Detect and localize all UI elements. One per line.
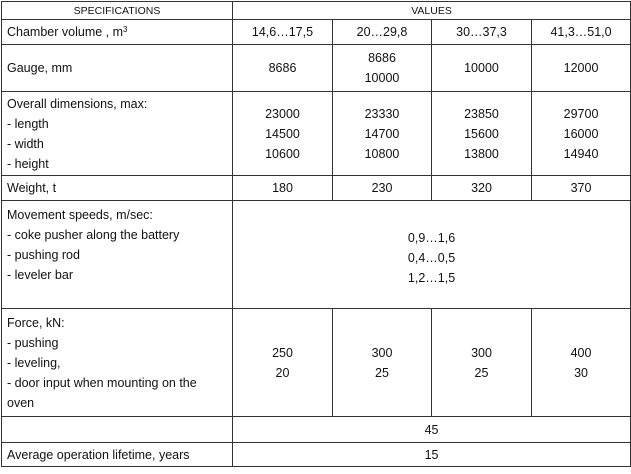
gauge-value-4: 12000 [532,45,631,92]
dimensions-height-label: - height [7,156,49,171]
leveler-bar-speed: 1,2…1,5 [407,270,456,285]
length-value: 23000 [265,106,300,121]
weight-value-4: 370 [532,176,631,201]
lifetime-value: 15 [233,443,631,467]
pushing-force-value: 300 [371,345,393,360]
dimensions-row [2,92,631,176]
height-value: 10800 [364,146,400,161]
width-value: 16000 [563,126,599,141]
dimensions-value-3 [432,92,532,176]
coke-pusher-speed: 0,9…1,6 [407,230,456,245]
force-title: Force, kN: [7,315,65,330]
chamber-volume-row [2,20,631,45]
length-value: 23330 [364,106,400,121]
force-value-3 [432,309,532,417]
dimensions-title: Overall dimensions, max: [7,96,148,111]
gauge-value-2 [333,45,432,92]
weight-value-3: 320 [432,176,532,201]
gauge-value-2-line-2: 10000 [364,71,400,85]
extra-value: 45 [233,417,631,443]
weight-label: Weight, t [2,176,233,201]
header-row [2,2,631,20]
gauge-row [2,45,631,92]
force-door-input-label: - door input when mounting on the [7,375,197,390]
pushing-force-value: 300 [471,345,492,360]
chamber-volume-value-4: 41,3…51,0 [532,20,631,45]
dimensions-value-2 [333,92,432,176]
length-value: 23850 [464,106,499,121]
force-row [2,309,631,417]
extra-row [2,417,631,443]
chamber-volume-value-3: 30…37,3 [432,20,532,45]
force-pushing-label: - pushing [7,335,59,350]
length-value: 29700 [563,106,599,121]
chamber-volume-label: Chamber volume , $m^3$ [2,20,233,45]
gauge-label: Gauge, mm [2,45,233,92]
lifetime-row [2,443,631,467]
leveling-force-value: 25 [474,365,489,380]
leveling-force-value: 30 [574,365,588,380]
weight-row [2,176,631,201]
weight-value-1: 180 [233,176,333,201]
height-value: 10600 [265,146,300,161]
cubic-superscript: 3 [123,25,128,34]
weight-value-2: 230 [333,176,432,201]
speeds-leveler-bar-label: - leveler bar [7,268,73,282]
force-value-4 [532,309,631,417]
speeds-title: Movement speeds, m/sec: [7,208,153,222]
speeds-row [2,201,631,309]
gauge-value-1: 8686 [233,45,333,92]
values-header: VALUES [233,2,631,20]
lifetime-label: Average operation lifetime, years [2,443,233,467]
force-door-input-label-cont: oven [7,395,35,410]
chamber-volume-value-1: 14,6…17,5 [233,20,333,45]
dimensions-value-4 [532,92,631,176]
dimensions-value-1 [233,92,333,176]
gauge-value-2-line-1: 8686 [368,51,396,65]
leveling-force-value: 20 [275,365,290,380]
speeds-label [2,201,233,309]
gauge-value-3: 10000 [432,45,532,92]
pushing-force-value: 250 [272,345,293,360]
force-leveling-label: - leveling, [7,355,61,370]
chamber-volume-value-2: 20…29,8 [333,20,432,45]
speeds-pushing-rod-label: - pushing rod [7,248,80,262]
dimensions-width-label: - width [7,136,44,151]
height-value: 13800 [464,146,499,161]
pushing-rod-speed: 0,4…0,5 [407,250,456,265]
pushing-force-value: 400 [570,345,592,360]
dimensions-length-label: - length [7,116,49,131]
width-value: 15600 [464,126,499,141]
specifications-table [1,1,631,467]
width-value: 14700 [364,126,400,141]
force-label [2,309,233,417]
leveling-force-value: 25 [375,365,389,380]
height-value: 14940 [563,146,599,161]
force-value-1 [233,309,333,417]
width-value: 14500 [265,126,300,141]
extra-label [2,417,233,443]
specifications-header: SPECIFICATIONS [2,2,233,20]
dimensions-label [2,92,233,176]
speeds-values [233,201,631,309]
speeds-coke-pusher-label: - coke pusher along the battery [7,228,180,242]
force-value-2 [333,309,432,417]
